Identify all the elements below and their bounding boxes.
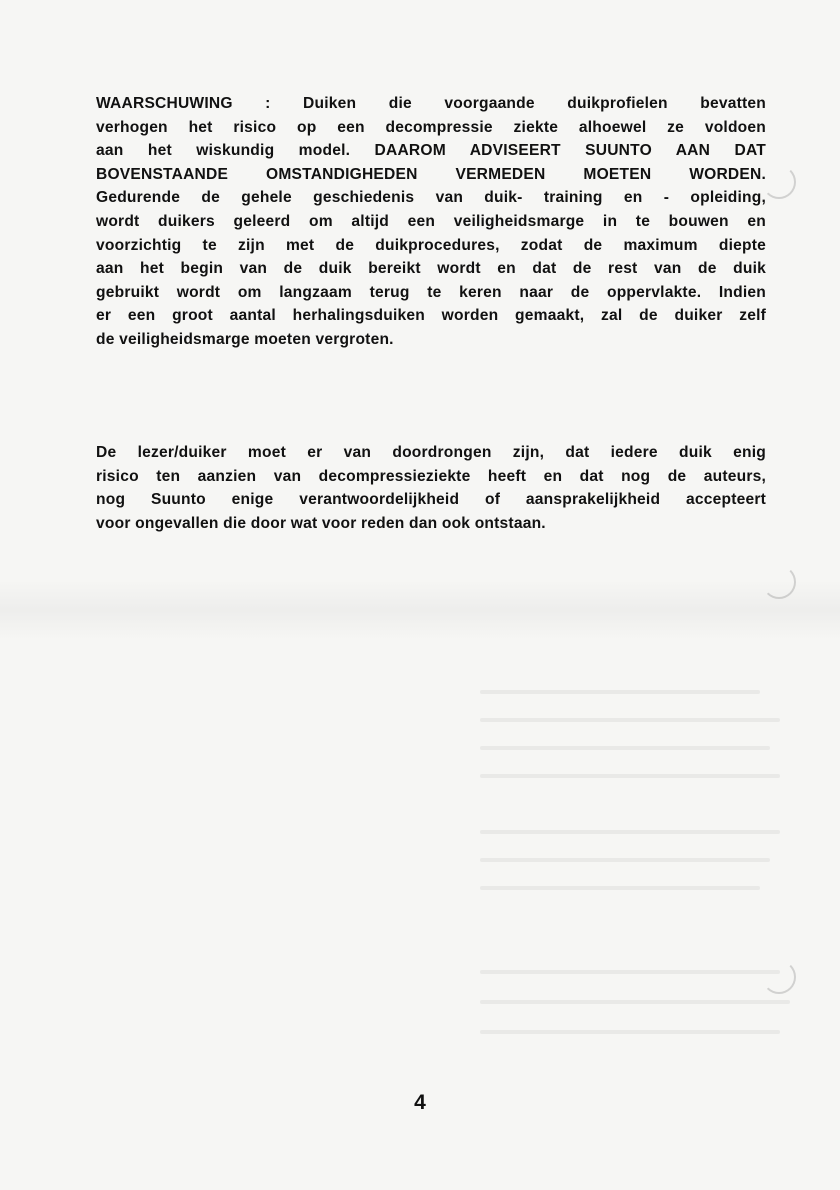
warning-line: voorzichtig te zijn met de duikprocedures, zodat de maximum diepte <box>96 236 766 254</box>
warning-line: verhogen het risico op een decompressie ziekte alhoewel ze voldoen <box>96 118 766 136</box>
bleed-through-line <box>480 886 760 890</box>
disclaimer-line: nog Suunto enige verantwoordelijkheid of aansprakelijkheid accepteert <box>96 491 766 509</box>
binder-hole-mark <box>762 960 796 994</box>
bleed-through-line <box>480 718 780 722</box>
binder-hole-mark <box>762 165 796 199</box>
warning-paragraph <box>96 92 766 352</box>
disclaimer-line: De lezer/duiker moet er van doordrongen zijn, dat iedere duik enig <box>96 444 766 461</box>
warning-line: er een groot aantal herhalingsduiken worden gemaakt, zal de duiker zelf <box>96 307 766 325</box>
warning-line: WAARSCHUWING : Duiken die voorgaande duikprofielen bevatten <box>96 95 766 112</box>
warning-line: wordt duikers geleerd om altijd een veiligheidsmarge in te bouwen en <box>96 212 766 230</box>
bleed-through-line <box>480 970 780 974</box>
bleed-through-line <box>480 1030 780 1034</box>
warning-line: aan het begin van de duik bereikt wordt en dat de rest van de duik <box>96 260 766 278</box>
warning-line: de veiligheidsmarge moeten vergroten. <box>96 330 394 348</box>
disclaimer-line: risico ten aanzien van decompressieziekte heeft en dat nog de auteurs, <box>96 467 766 485</box>
bleed-through-line <box>480 774 780 778</box>
disclaimer-paragraph <box>96 441 766 535</box>
warning-line: BOVENSTAANDE OMSTANDIGHEDEN VERMEDEN MOETEN WORDEN. <box>96 165 766 183</box>
bleed-through-line <box>480 1000 790 1004</box>
warning-line: aan het wiskundig model. DAAROM ADVISEERT SUUNTO AAN DAT <box>96 142 766 160</box>
warning-line: gebruikt wordt om langzaam terug te keren naar de oppervlakte. Indien <box>96 283 766 301</box>
page-number: 4 <box>414 1091 426 1114</box>
scan-shadow-band <box>0 580 840 640</box>
bleed-through-line <box>480 858 770 862</box>
warning-line: Gedurende de gehele geschiedenis van duik- training en - opleiding, <box>96 189 766 207</box>
bleed-through-line <box>480 830 780 834</box>
bleed-through-line <box>480 690 760 694</box>
disclaimer-line: voor ongevallen die door wat voor reden dan ook ontstaan. <box>96 514 546 532</box>
binder-hole-mark <box>762 565 796 599</box>
bleed-through-line <box>480 746 770 750</box>
